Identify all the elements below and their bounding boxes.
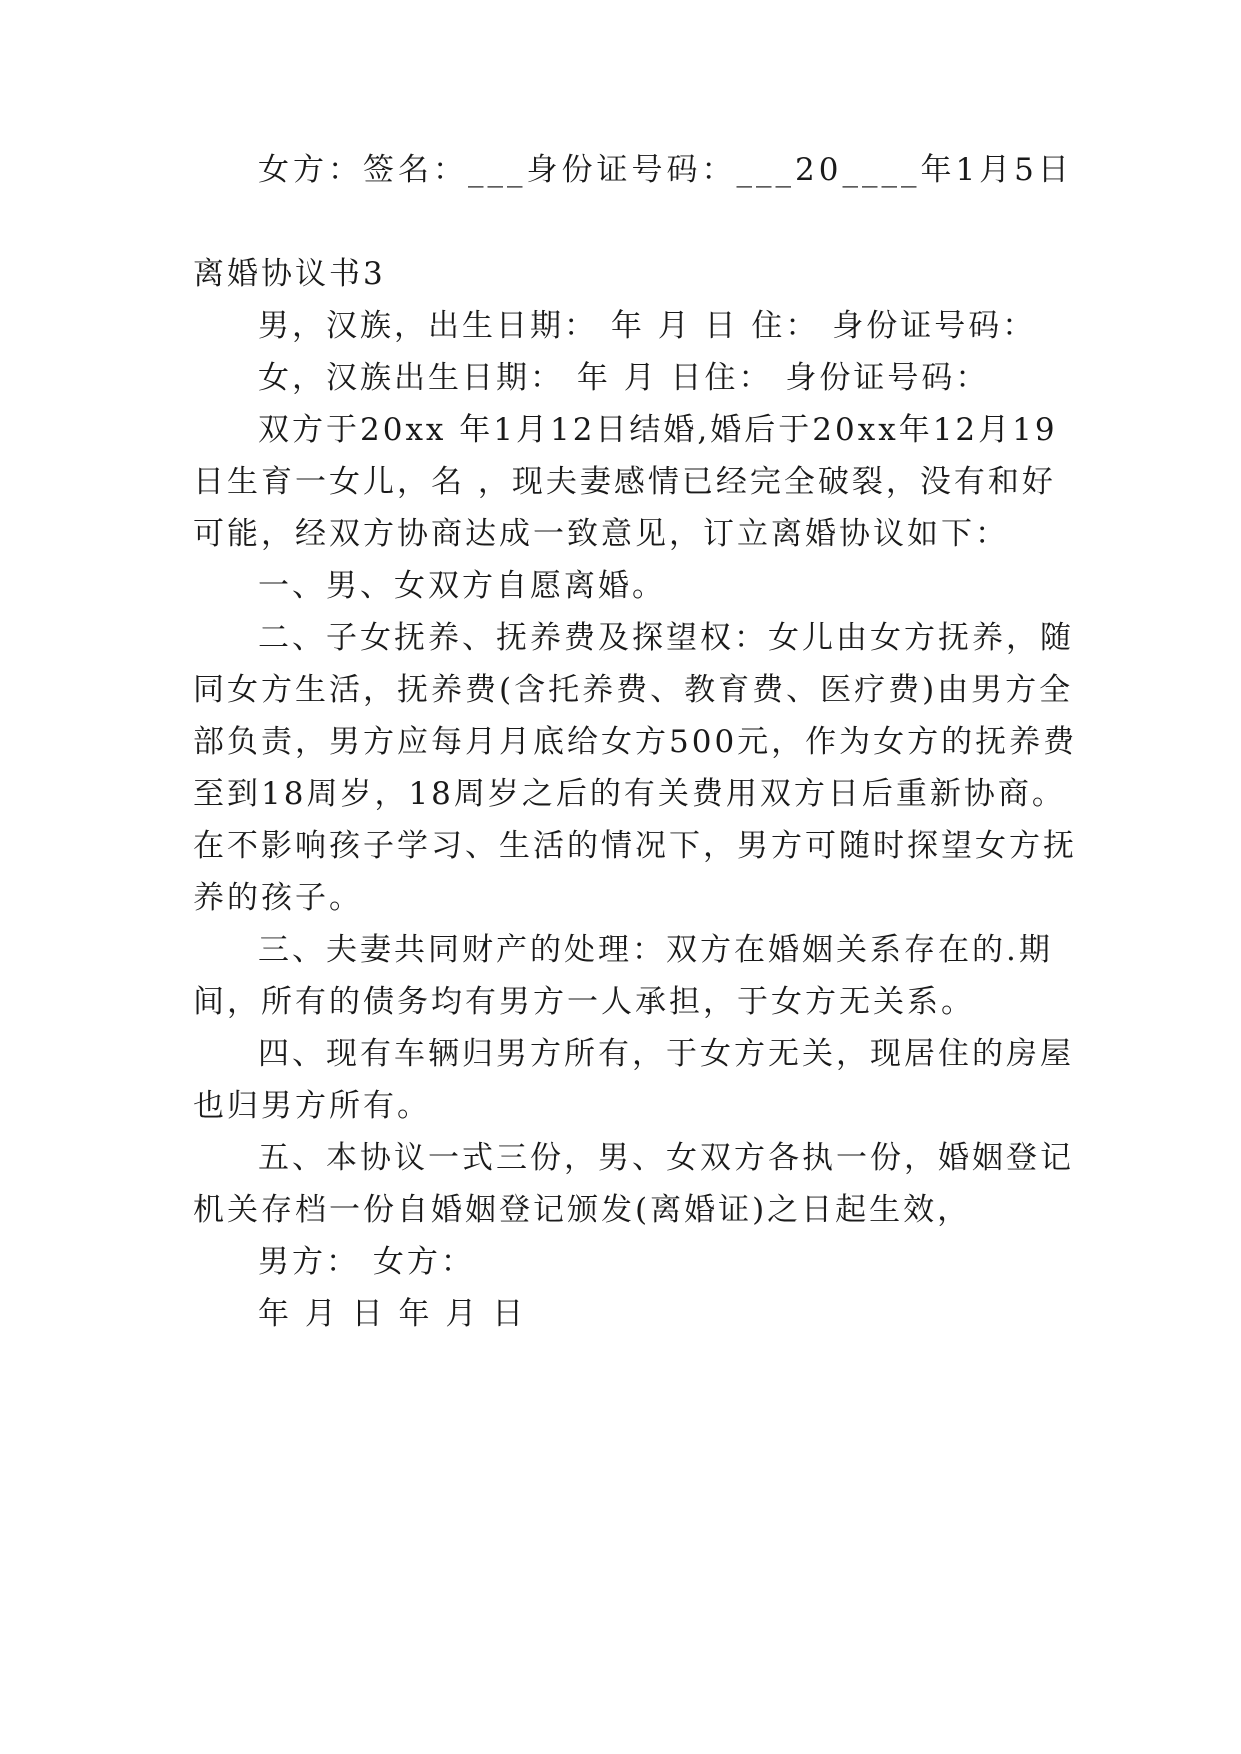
sign-parties-line: 男方： 女方： xyxy=(258,1244,475,1280)
paragraph-line: 在不影响孩子学习、生活的情况下，男方可随时探望女方抚 xyxy=(193,828,1077,864)
paragraph-line: 一、男、女双方自愿离婚。 xyxy=(258,568,666,604)
paragraph-line: 间，所有的债务均有男方一人承担，于女方无关系。 xyxy=(193,984,975,1020)
paragraph-line: 部负责，男方应每月月底给女方500元，作为女方的抚养费 xyxy=(193,724,1078,760)
paragraph-line: 二、子女抚养、抚养费及探望权：女儿由女方抚养，随 xyxy=(258,620,1074,656)
paragraph-line: 养的孩子。 xyxy=(193,880,363,916)
female-info-line: 女，汉族出生日期： 年 月 日住： 身份证号码： xyxy=(258,360,990,396)
paragraph-line: 也归男方所有。 xyxy=(193,1088,431,1124)
paragraph-line: 可能，经双方协商达成一致意见，订立离婚协议如下： xyxy=(193,516,1009,552)
female-signature-line: 女方：签名：___身份证号码：___20____年1月5日 xyxy=(258,152,1073,188)
paragraph-line: 三、夫妻共同财产的处理：双方在婚姻关系存在的.期 xyxy=(258,932,1053,968)
male-info-line: 男，汉族，出生日期： 年 月 日 住： 身份证号码： xyxy=(258,308,1037,344)
paragraph-line: 机关存档一份自婚姻登记颁发(离婚证)之日起生效， xyxy=(193,1192,972,1228)
section-title: 离婚协议书3 xyxy=(193,256,386,292)
paragraph-line: 四、现有车辆归男方所有，于女方无关，现居住的房屋 xyxy=(258,1036,1074,1072)
paragraph-line: 同女方生活，抚养费(含托养费、教育费、医疗费)由男方全 xyxy=(193,672,1074,708)
paragraph-line: 至到18周岁，18周岁之后的有关费用双方日后重新协商。 xyxy=(193,776,1066,812)
paragraph-line: 双方于20xx 年1月12日结婚,婚后于20xx年12月19 xyxy=(258,412,1058,448)
paragraph-line: 五、本协议一式三份，男、女双方各执一份，婚姻登记 xyxy=(258,1140,1074,1176)
sign-dates-line: 年 月 日 年 月 日 xyxy=(258,1296,527,1332)
paragraph-line: 日生育一女儿，名 ，现夫妻感情已经完全破裂，没有和好 xyxy=(193,464,1056,500)
